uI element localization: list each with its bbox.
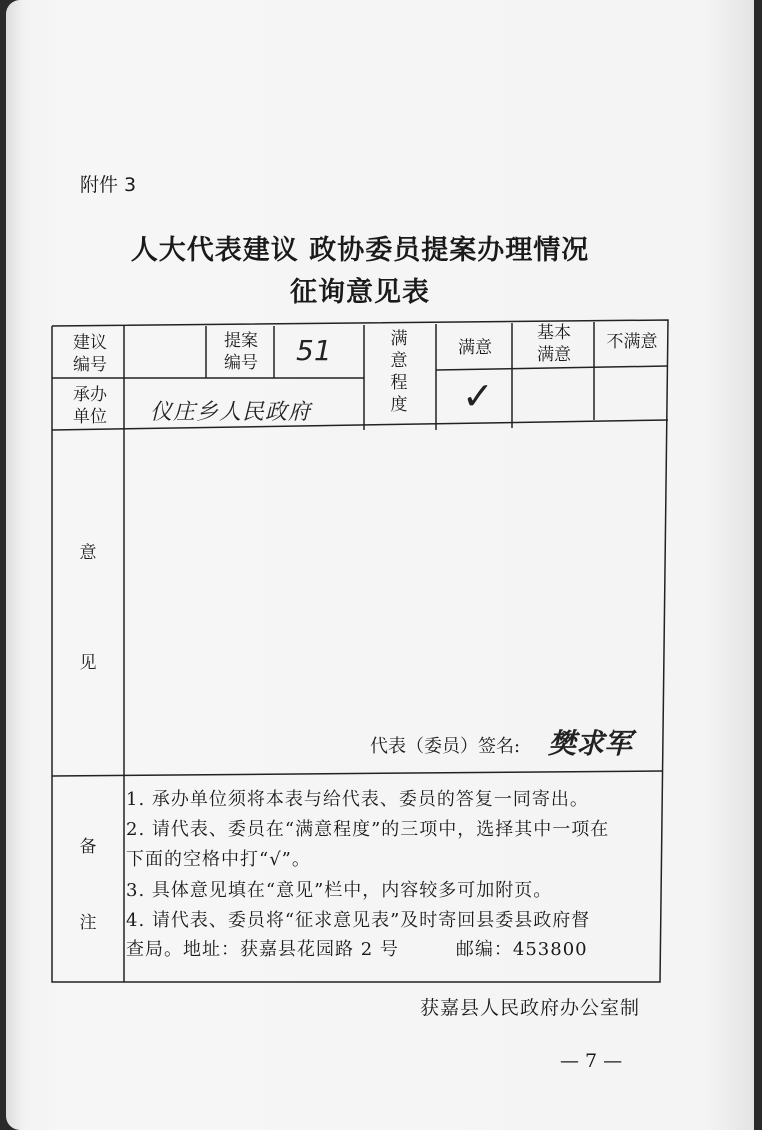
proposal-no-value: 51 bbox=[296, 334, 332, 367]
option-unsatisfied: 不满意 bbox=[606, 332, 658, 352]
signature-label: 代表（委员）签名: bbox=[370, 736, 521, 757]
remark-line: 下面的空格中打“√”。 bbox=[126, 849, 311, 870]
title-line-1: 人大代表建议 政协委员提案办理情况 bbox=[130, 235, 590, 266]
unit-value: 仪庄乡人民政府 bbox=[150, 400, 312, 425]
satisfied-checkmark: ✓ bbox=[462, 374, 494, 418]
remark-line: 1. 承办单位须将本表与给代表、委员的答复一同寄出。 bbox=[126, 789, 589, 810]
opinion-label-2: 见 bbox=[79, 653, 97, 673]
option-satisfied: 满意 bbox=[458, 338, 492, 358]
option-basically-satisfied: 基本 满意 bbox=[537, 323, 571, 365]
remark-line: 4. 请代表、委员将“征求意见表”及时寄回县委县政府督 bbox=[126, 910, 591, 931]
page-number: — 7 — bbox=[560, 1050, 623, 1072]
attachment-label: 附件 3 bbox=[80, 174, 137, 196]
unit-label: 承办 单位 bbox=[73, 385, 107, 427]
opinion-label-1: 意 bbox=[79, 543, 97, 563]
satisfaction-label: 满 意 程 度 bbox=[390, 329, 408, 415]
remark-line: 2. 请代表、委员在“满意程度”的三项中，选择其中一项在 bbox=[126, 819, 610, 840]
remark-line: 查局。地址：获嘉县花园路 2 号 邮编：453800 bbox=[126, 939, 588, 960]
proposal-no-label: 提案 编号 bbox=[224, 331, 258, 373]
remarks-label-2: 注 bbox=[79, 913, 97, 933]
issuer-footer: 获嘉县人民政府办公室制 bbox=[420, 997, 641, 1019]
remark-line: 3. 具体意见填在“意见”栏中，内容较多可加附页。 bbox=[126, 880, 553, 901]
signature-value: 樊求军 bbox=[548, 727, 633, 760]
remarks-label-1: 备 bbox=[79, 837, 97, 857]
title-line-2: 征询意见表 bbox=[290, 277, 430, 308]
suggestion-no-label: 建议 编号 bbox=[73, 333, 107, 375]
